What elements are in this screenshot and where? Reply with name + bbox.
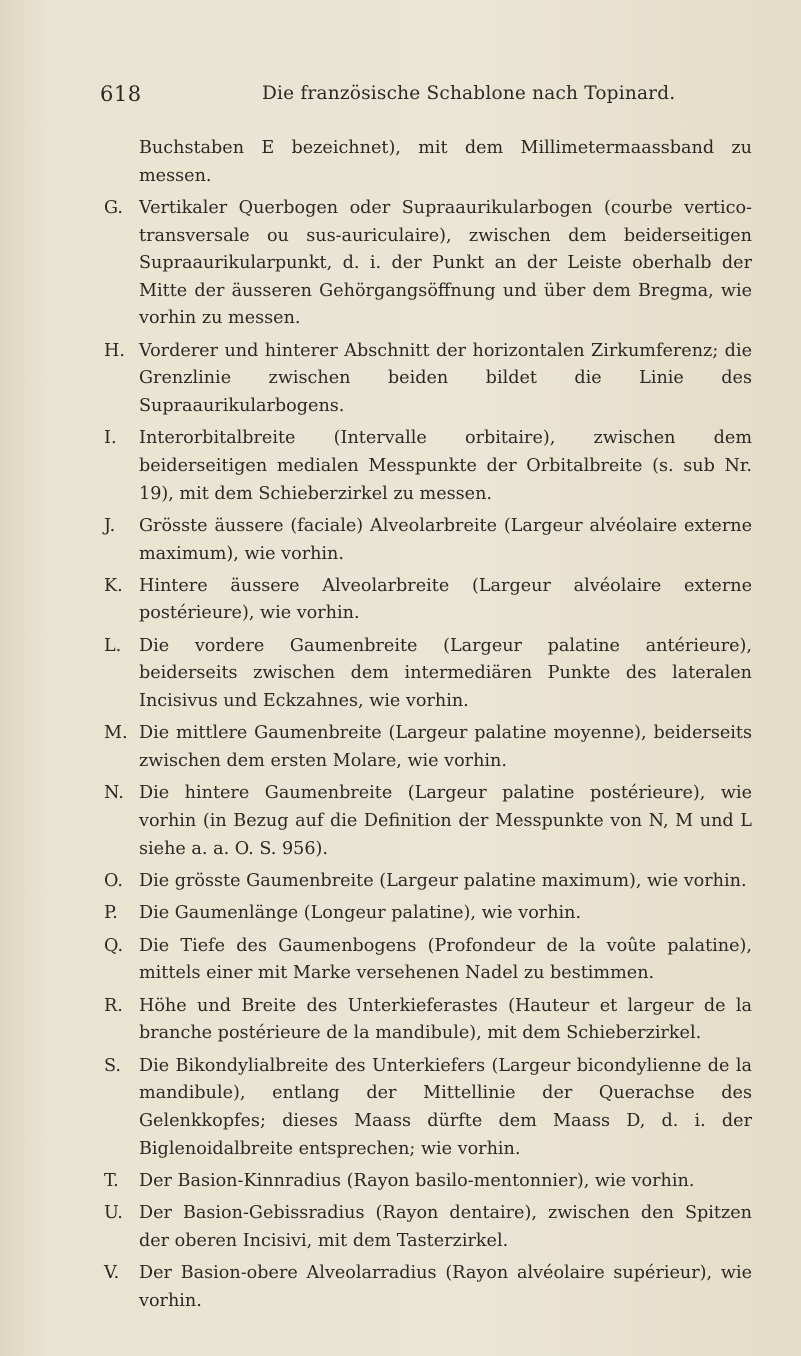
entry-text: Der Basion-Kinnradius (Rayon basilo-mentonnier), wie vorhin. <box>139 1170 695 1191</box>
list-item <box>104 1053 752 1163</box>
page-number: 618 <box>100 82 142 106</box>
list-item <box>104 425 752 508</box>
entry-letter: I. <box>104 428 117 449</box>
entry-text: Der Basion-Gebissradius (Rayon dentaire), zwischen den Spitzen der oberen Incisivi, mit dem Tasterzirkel. <box>139 1203 752 1251</box>
page-header <box>100 82 740 112</box>
entry-text: Die vordere Gaumenbreite (Largeur palatine antérieure), beiderseits zwischen dem intermediären Punkte des lateralen Incisivus und Eckzahnes, wie vorhin. <box>139 635 752 712</box>
entry-text: Die mittlere Gaumenbreite (Largeur palatine moyenne), beiderseits zwischen dem ersten Molare, wie vorhin. <box>139 723 752 772</box>
running-head: Die französische Schablone nach Topinard. <box>262 83 676 104</box>
entry-letter: N. <box>104 783 124 804</box>
entry-letter: V. <box>104 1263 120 1284</box>
entry-text: Die hintere Gaumenbreite (Largeur palatine postérieure), wie vorhin (in Bezug auf die Definition der Messpunkte von N, M und L siehe a. a. O. S. 956). <box>139 783 752 859</box>
list-item <box>104 868 752 896</box>
entry-letter: P. <box>104 903 118 924</box>
entry-text: Die grösste Gaumenbreite (Largeur palatine maximum), wie vorhin. <box>139 871 747 892</box>
entry-letter: S. <box>104 1055 122 1076</box>
list-item <box>104 780 752 863</box>
list-item <box>104 1260 752 1315</box>
entry-text: Vorderer und hinterer Abschnitt der horizontalen Zirkumferenz; die Grenzlinie zwischen beiden bildet die Linie des Supraaurikularbogens. <box>139 340 752 416</box>
list-item <box>104 513 752 568</box>
entry-text: Die Bikondylialbreite des Unterkiefers (Largeur bicondylienne de la mandibule), entlang der Mittellinie der Querachse des Gelenkkopfes; dieses Maass dürfte dem Maass D, d. i. der Biglenoidalbreite entsprechen; wie vorhin. <box>139 1055 752 1159</box>
entry-text: Der Basion-obere Alveolarradius (Rayon alvéolaire supérieur), wie vorhin. <box>139 1263 752 1311</box>
list-item <box>104 573 752 628</box>
entry-letter: O. <box>104 871 123 892</box>
list-item <box>104 933 752 988</box>
continuation-paragraph: Buchstaben E bezeichnet), mit dem Millimetermaassband zu messen. <box>139 138 752 186</box>
entry-letter: U. <box>104 1203 123 1224</box>
entry-text: Vertikaler Querbogen oder Supraaurikularbogen (courbe vertico-transversale ou sus-auriculaire), zwischen dem beiderseitigen Supraaurikularpunkt, d. i. der Punkt an der Leiste oberhalb der Mitte der äusseren Gehörgangsöffnung und über dem Bregma, wie vorhin zu messen. <box>139 197 752 329</box>
list-item <box>104 1168 752 1196</box>
entry-text: Hintere äussere Alveolarbreite (Largeur alvéolaire externe postérieure), wie vorhin. <box>139 575 752 624</box>
entry-letter: T. <box>104 1170 119 1191</box>
entry-text: Grösste äussere (faciale) Alveolarbreite (Largeur alvéolaire externe maximum), wie vorhin. <box>139 515 752 564</box>
entry-letter: G. <box>104 197 124 218</box>
entry-letter: H. <box>104 340 125 361</box>
list-item <box>104 900 752 928</box>
list-item <box>104 1200 752 1255</box>
entry-letter: J. <box>104 515 116 536</box>
list-item <box>104 993 752 1048</box>
entry-letter: L. <box>104 635 122 656</box>
entry-text: Höhe und Breite des Unterkieferastes (Hauteur et largeur de la branche postérieure de la mandibule), mit dem Schieberzirkel. <box>139 995 752 1044</box>
entry-letter: R. <box>104 995 123 1016</box>
entry-letter: K. <box>104 575 123 596</box>
entry-letter: M. <box>104 723 128 744</box>
list-item <box>104 720 752 775</box>
entry-text: Die Tiefe des Gaumenbogens (Profondeur de la voûte palatine), mittels einer mit Marke versehenen Nadel zu bestimmen. <box>139 935 752 984</box>
list-item <box>104 633 752 716</box>
entry-text: Die Gaumenlänge (Longeur palatine), wie vorhin. <box>139 903 582 924</box>
entry-text: Interorbitalbreite (Intervalle orbitaire), zwischen dem beiderseitigen medialen Messpunkte der Orbitalbreite (s. sub Nr. 19), mit dem Schieberzirkel zu messen. <box>139 428 752 504</box>
page-body <box>104 135 752 1320</box>
list-item <box>104 195 752 333</box>
list-item <box>104 338 752 421</box>
entry-list <box>104 195 752 1316</box>
entry-letter: Q. <box>104 935 124 956</box>
